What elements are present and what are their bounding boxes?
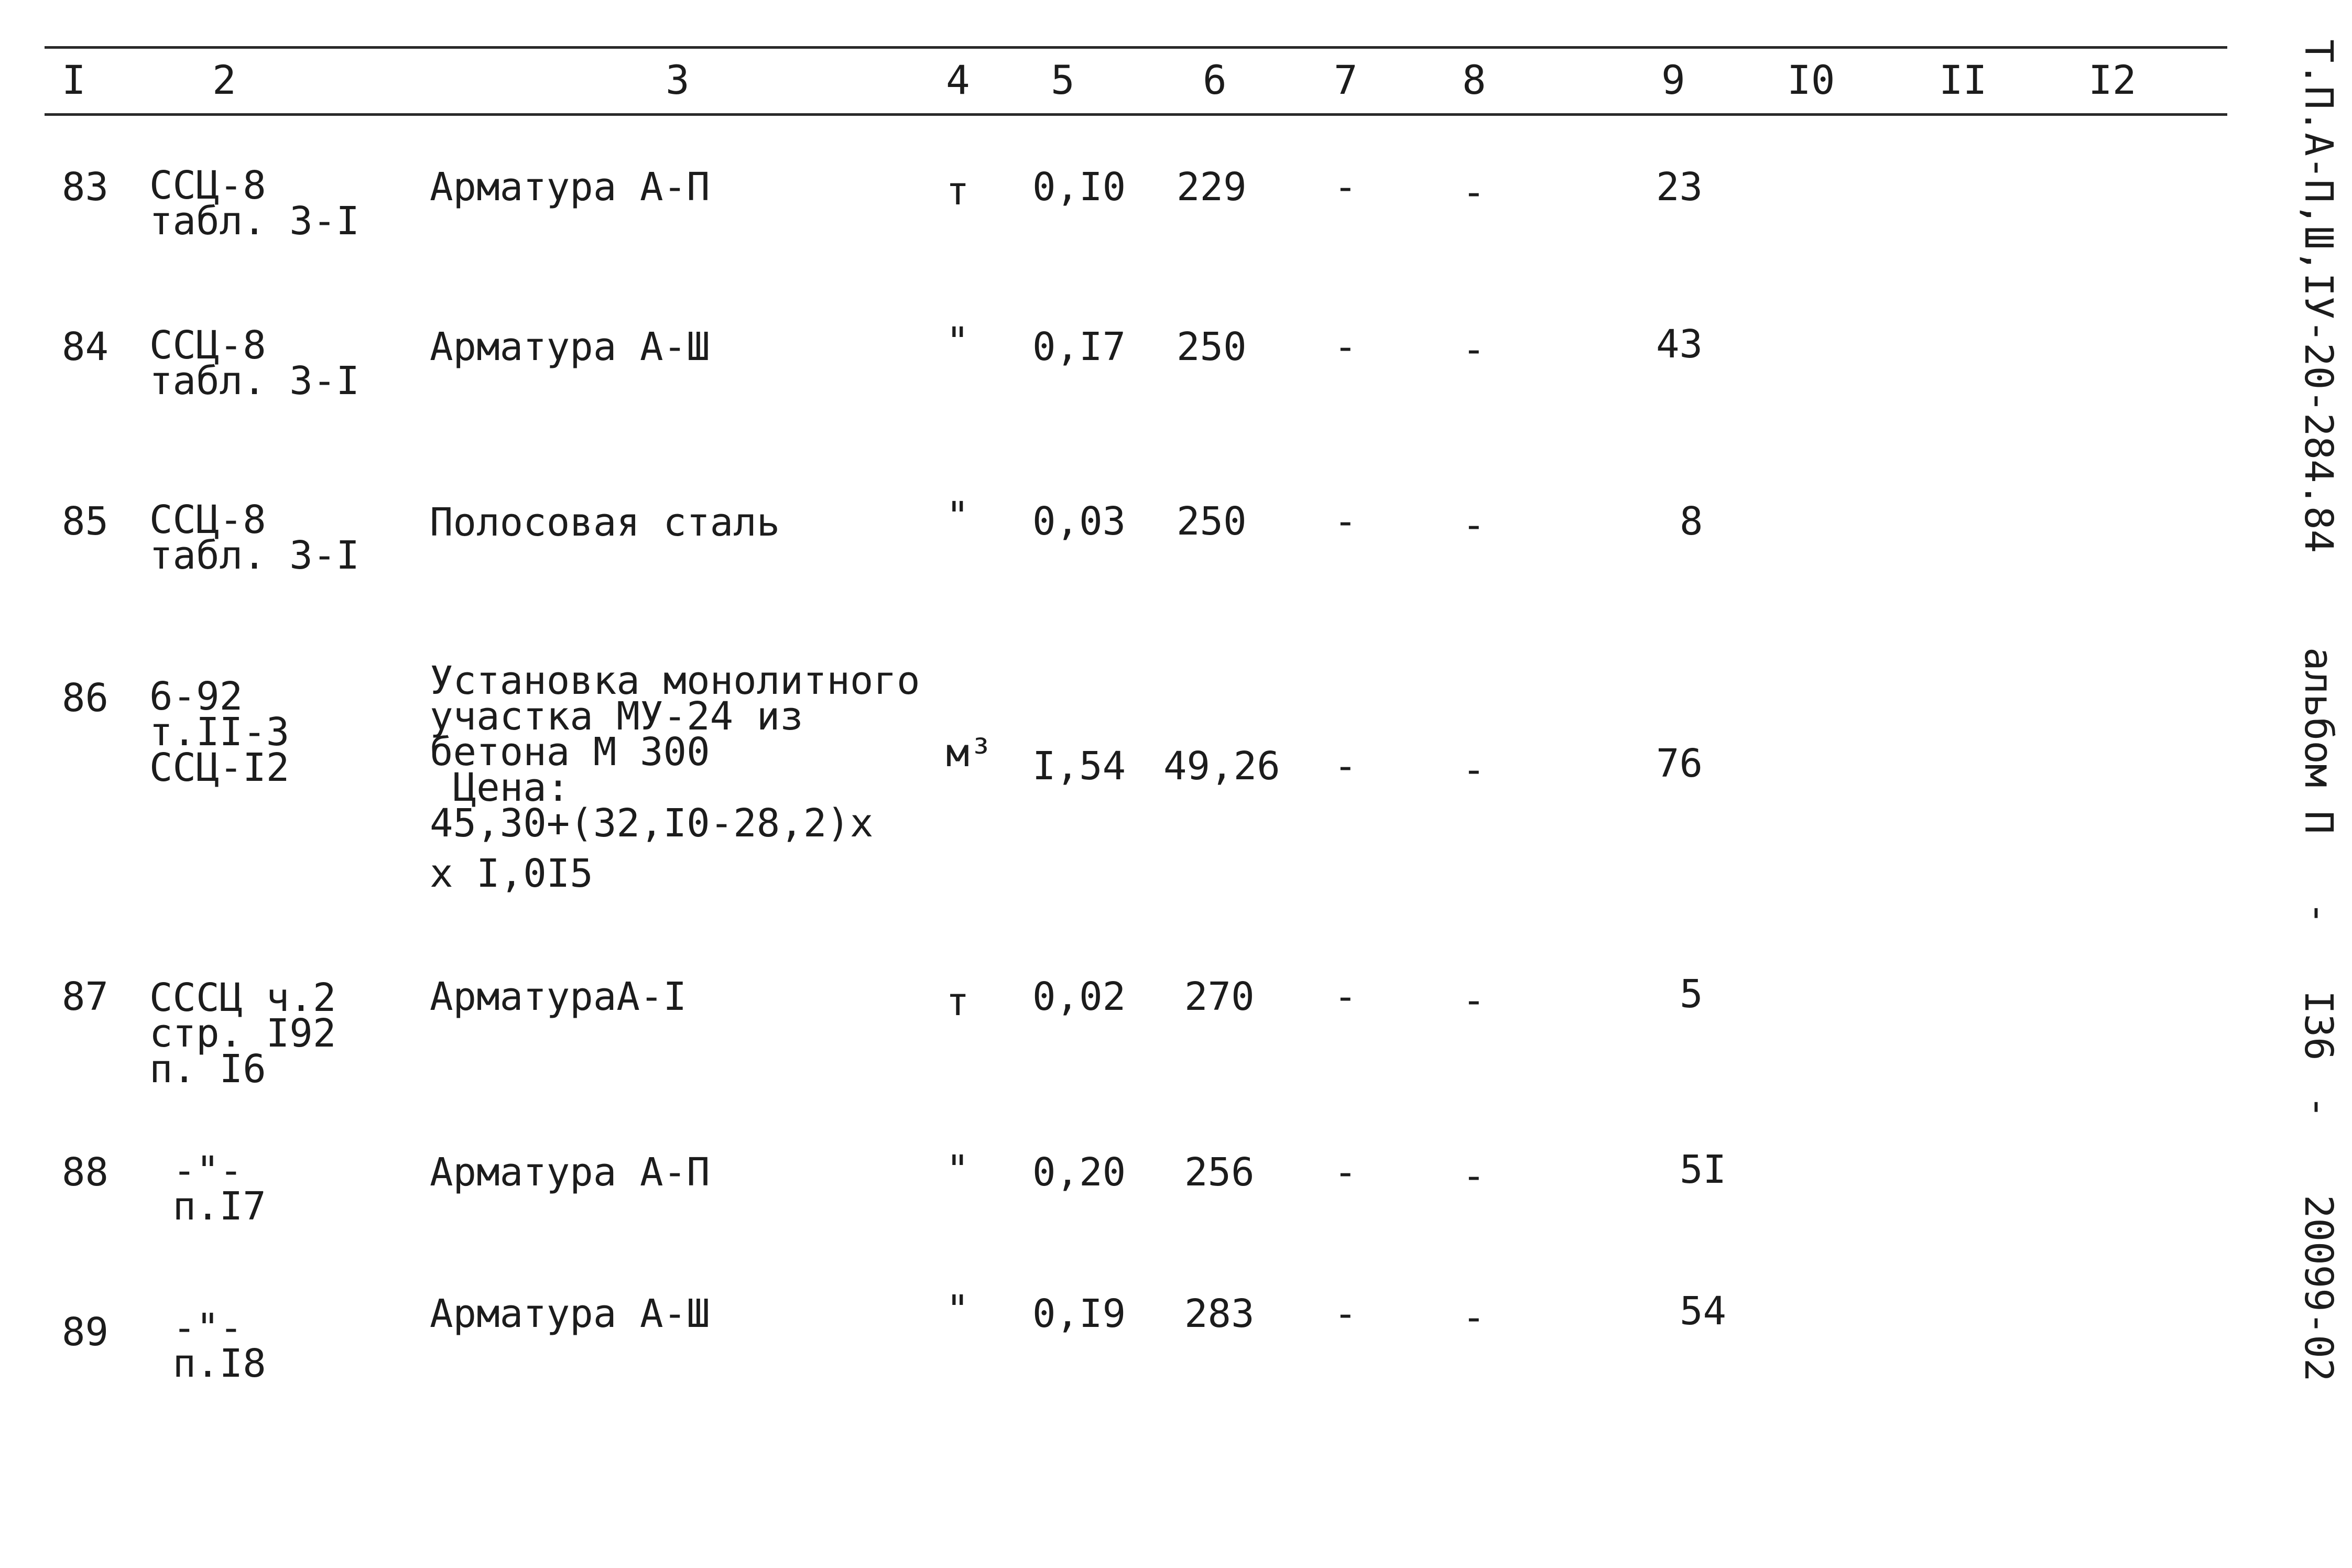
row-quantity: 0,02 (1032, 974, 1126, 1019)
row-quantity: 0,20 (1032, 1150, 1126, 1195)
row-number: 88 (62, 1150, 109, 1195)
row-col7: - (1334, 324, 1357, 369)
row-total: 54 (1680, 1289, 1727, 1334)
row-number: 89 (62, 1310, 109, 1355)
row-unit-price: 283 (1184, 1291, 1255, 1336)
row-col7: - (1334, 744, 1357, 789)
row-unit-price: 270 (1184, 974, 1255, 1019)
row-col8: - (1462, 503, 1486, 548)
row-reference: ССЦ-8 табл. 3-I (149, 497, 360, 579)
row-total: 43 (1656, 322, 1703, 367)
row-name: Арматура А-Ш (430, 1291, 710, 1336)
margin-order-number: 20099-02 (2296, 1195, 2341, 1382)
margin-album: альбом П (2296, 647, 2341, 834)
row-unit-price: 250 (1177, 499, 1247, 544)
row-col7: - (1334, 165, 1357, 210)
col-header-4: 4 (946, 57, 970, 103)
row-unit: т (946, 169, 970, 214)
row-unit: " (946, 1287, 970, 1332)
col-header-2: 2 (212, 57, 236, 103)
col-header-9: 9 (1661, 57, 1685, 103)
row-col7: - (1334, 499, 1357, 544)
row-number: 84 (62, 324, 109, 369)
row-col8: - (1462, 170, 1486, 215)
row-reference: -"- п.I7 (172, 1148, 266, 1229)
row-unit: " (946, 494, 970, 539)
row-unit: " (946, 319, 970, 364)
col-header-7: 7 (1334, 57, 1358, 103)
row-total: 76 (1656, 741, 1703, 786)
row-quantity: I,54 (1032, 744, 1126, 789)
row-col7: - (1334, 1291, 1357, 1336)
row-col8: - (1462, 1153, 1486, 1199)
row-col7: - (1334, 974, 1357, 1019)
margin-dash-1: - (2296, 901, 2341, 925)
row-reference: 6-92 т.II-3 ССЦ-I2 (149, 674, 290, 791)
col-header-12: I2 (2088, 57, 2137, 103)
row-quantity: 0,I0 (1032, 165, 1126, 210)
row-col8: - (1462, 327, 1486, 372)
col-header-8: 8 (1462, 57, 1486, 103)
row-name: Арматура А-Ш (430, 324, 710, 369)
row-unit-price: 250 (1177, 324, 1247, 369)
row-reference: СССЦ ч.2 стр. I92 п. I6 (149, 975, 336, 1092)
row-col8: - (1462, 1295, 1486, 1340)
row-name: Полосовая сталь (430, 500, 780, 545)
row-number: 85 (62, 499, 109, 544)
row-quantity: 0,I7 (1032, 324, 1126, 369)
col-header-5: 5 (1051, 57, 1075, 103)
row-col8: - (1462, 978, 1486, 1023)
col-header-6: 6 (1203, 57, 1227, 103)
row-name: Арматура А-П (430, 165, 710, 210)
row-unit-price: 256 (1184, 1150, 1255, 1195)
row-unit: м³ (946, 731, 993, 776)
row-unit: " (946, 1147, 970, 1192)
row-name: Установка монолитного участка МУ-24 из бетона М 300 Цена: 45,30+(32,I0-28,2)x (430, 658, 920, 846)
row-reference: -"- п.I8 (172, 1305, 266, 1387)
row-total: 5I (1680, 1147, 1727, 1192)
row-reference: ССЦ-8 табл. 3-I (149, 163, 360, 244)
header-bottom-rule (45, 113, 2227, 116)
row-name: АрматураА-I (430, 974, 687, 1019)
row-total: 8 (1680, 499, 1703, 544)
col-header-3: 3 (666, 57, 690, 103)
row-number: 86 (62, 676, 109, 721)
margin-page-number: I36 (2296, 990, 2341, 1061)
col-header-10: I0 (1787, 57, 1835, 103)
row-unit-price: 229 (1177, 165, 1247, 210)
row-total: 23 (1656, 165, 1703, 210)
row-name: Арматура А-П (430, 1150, 710, 1195)
row-unit: т (946, 979, 970, 1025)
col-header-1: I (62, 57, 86, 103)
table-top-rule (45, 46, 2227, 49)
row-unit-price: 49,26 (1163, 744, 1280, 789)
row-col8: - (1462, 747, 1486, 792)
row-name-continuation: x I,0I5 (430, 851, 593, 896)
row-quantity: 0,I9 (1032, 1291, 1126, 1336)
row-quantity: 0,03 (1032, 499, 1126, 544)
margin-stamp (2296, 0, 2345, 1568)
row-reference: ССЦ-8 табл. 3-I (149, 323, 360, 404)
margin-dash-2: - (2296, 1095, 2341, 1119)
row-number: 83 (62, 165, 109, 210)
row-total: 5 (1680, 972, 1703, 1017)
col-header-11: II (1939, 57, 1987, 103)
row-col7: - (1334, 1150, 1357, 1195)
row-number: 87 (62, 974, 109, 1019)
margin-doc-code: Т.П.А-П,Ш,IУ-20-284.84 (2296, 39, 2341, 553)
